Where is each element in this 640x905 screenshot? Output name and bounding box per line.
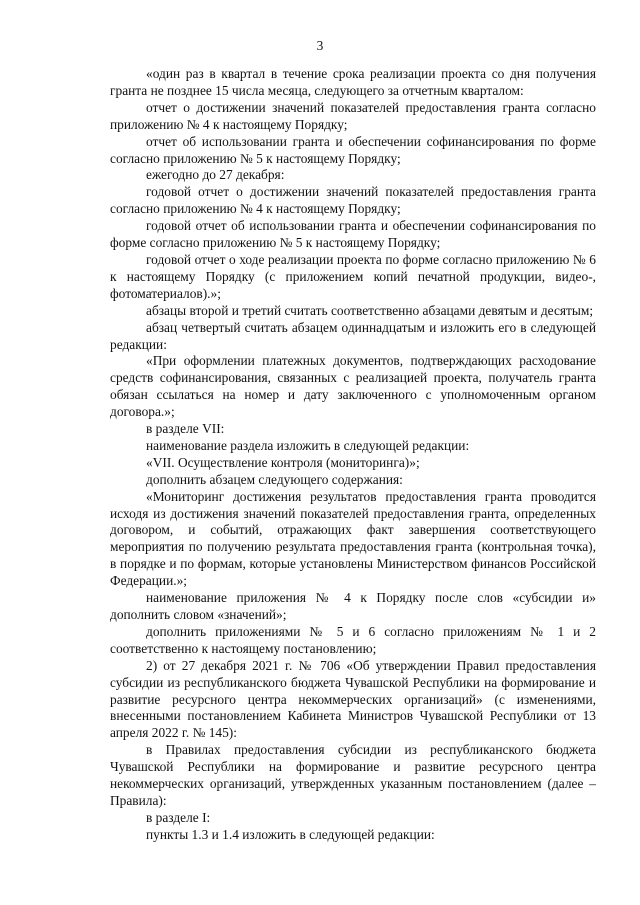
paragraph: в разделе VII:: [146, 421, 225, 437]
paragraph: годовой отчет о достижении значений показателей предоставления гранта согласно приложению № 4 к настоящему Порядку;: [110, 184, 596, 217]
page-number: 3: [316, 38, 324, 53]
paragraph: ежегодно до 27 декабря:: [146, 167, 285, 183]
paragraph: годовой отчет о ходе реализации проекта по форме согласно приложению № 6 к настоящему Порядку (с приложением копий печатной продукции, видео-, фотоматериалов).»;: [110, 251, 596, 301]
paragraph: наименование раздела изложить в следующей редакции:: [146, 437, 470, 453]
paragraph: годовой отчет об использовании гранта и обеспечении софинансирования по форме согласно приложению № 5 к настоящему Порядку;: [110, 218, 596, 251]
paragraph: «VII. Осуществление контроля (мониторинга)»;: [146, 454, 420, 470]
paragraph: «Мониторинг достижения результатов предоставления гранта проводится исходя из достижения значений показателей предоставления гранта, определенных договором, и событий, отражающих факт завершения соответствующего мероприятия по получению результата предоставления гранта (контрольная точка), в порядке и по формам, которые установлены Министерством финансов Российской Федерации.»;: [110, 488, 596, 589]
paragraph: в разделе I:: [146, 809, 211, 825]
paragraph: «один раз в квартал в течение срока реализации проекта со дня получения гранта не позднее 15 числа месяца, следующего за отчетным кварталом:: [110, 66, 596, 98]
paragraph: абзацы второй и третий считать соответственно абзацами девятым и десятым;: [146, 302, 594, 318]
paragraph: абзац четвертый считать абзацем одиннадцатым и изложить его в следующей редакции:: [110, 319, 596, 352]
paragraph: отчет о достижении значений показателей предоставления гранта согласно приложению № 4 к настоящему Порядку;: [110, 99, 596, 132]
paragraph: отчет об использовании гранта и обеспечении софинансирования по форме согласно приложению № 5 к настоящему Порядку;: [110, 133, 596, 166]
paragraph: наименование приложения № 4 к Порядку после слов «субсидии и» дополнить словом «значений»;: [110, 590, 596, 622]
paragraph: в Правилах предоставления субсидии из республиканского бюджета Чувашской Республики на формирование и развитие ресурсного центра некоммерческих организаций, утвержденных указанным постановлением (далее – Правила):: [110, 742, 596, 808]
paragraph: дополнить приложениями № 5 и 6 согласно приложениям № 1 и 2 соответственно к настоящему постановлению;: [110, 623, 596, 656]
paragraph: пункты 1.3 и 1.4 изложить в следующей редакции:: [146, 826, 435, 842]
document-body: [110, 66, 596, 844]
paragraph: «При оформлении платежных документов, подтверждающих расходование средств софинансирования, связанных с реализацией проекта, получатель гранта обязан ссылаться на номер и дату заключенного с уполномоченным органом договора.»;: [110, 353, 596, 420]
paragraph: 2) от 27 декабря 2021 г. № 706 «Об утверждении Правил предоставления субсидии из республиканского бюджета Чувашской Республики на формирование и развитие ресурсного центра некоммерческих организаций» (с изменениями, внесенными постановлением Кабинета Министров Чувашской Республики от 13 апреля 2022 г. № 145):: [110, 657, 596, 741]
paragraph: дополнить абзацем следующего содержания:: [146, 471, 403, 487]
